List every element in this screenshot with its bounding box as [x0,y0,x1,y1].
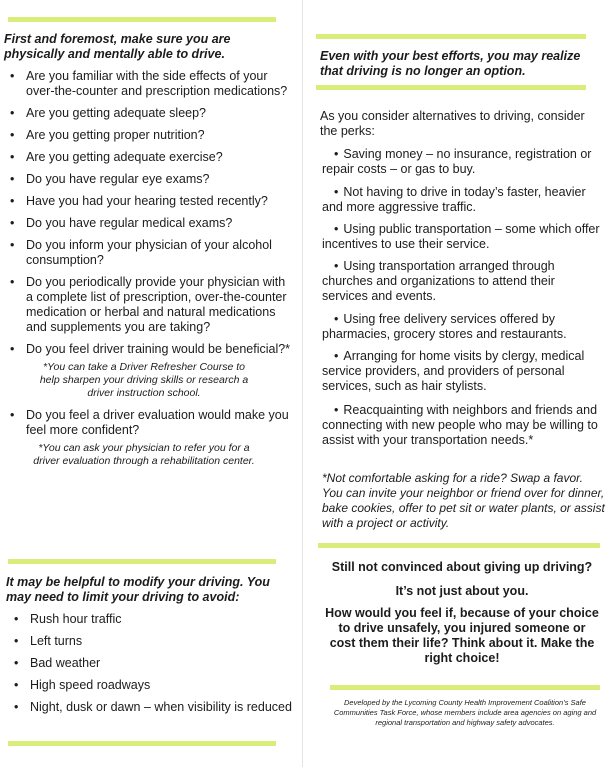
checklist-item: • Do you have regular medical exams? [6,216,292,231]
checklist-item: • Are you familiar with the side effects of your over-the-counter and prescription medications? [6,69,292,99]
checklist-item: • Do you inform your physician of your alcohol consumption? [6,238,292,268]
perk-item [322,147,604,177]
accent-bar-mid-right [318,543,600,548]
closing-message: How would you feel if, because of your choice to drive unsafely, you injured someone or cost them their life? Think about it. Make the right choice! [325,606,599,665]
bullet-icon: • [334,259,339,273]
accent-bar-top-left [8,17,276,22]
heading-fitness: First and foremost, make sure you are physically and mentally able to drive. [4,32,231,61]
bullet-icon: • [334,222,339,236]
checklist-item: • Do you periodically provide your physician with a complete list of prescription, over-the-counter medication or herbal and natural medications and supplements you are taking? [6,275,292,335]
avoid-item: • Bad weather [10,656,292,671]
driver-evaluation-note: *You can ask your physician to refer you for a driver evaluation through a rehabilitation center. [33,442,255,467]
right-column [306,0,615,767]
avoid-item: • Left turns [10,634,292,649]
perk-item [322,312,604,342]
checklist-item: • Are you getting adequate sleep? [6,106,292,121]
perk-item [322,259,604,304]
credit-footer: Developed by the Lycoming County Health Improvement Coalition’s Safe Communities Task Force, whose members include area agencies on aging and regional transportation and highway safety advocates. [333,698,597,727]
accent-bar-bottom-right [330,685,600,690]
perk-text: Saving money – no insurance, registration or repair costs – or gas to buy. [322,147,592,176]
avoid-item: • Night, dusk or dawn – when visibility is reduced [10,700,292,715]
checklist-item: • Are you getting proper nutrition? [6,128,292,143]
bullet-icon: • [334,403,339,417]
checklist-item: • Have you had your hearing tested recently? [6,194,292,209]
fitness-checklist [6,69,292,476]
bullet-icon: • [334,185,339,199]
avoid-item: • Rush hour traffic [10,612,292,627]
refresher-course-note: *You can take a Driver Refresher Course to help sharpen your driving skills or research a driver instruction school. [39,361,249,399]
perk-text: Using free delivery services offered by pharmacies, grocery stores and restaurants. [322,312,567,341]
checklist-item: • Do you have regular eye exams? [6,172,292,187]
perk-item [322,349,604,394]
accent-bar-bottom-left [8,741,276,746]
perk-item [322,403,604,448]
perk-text: Not having to drive in today’s faster, heavier and more aggressive traffic. [322,185,586,214]
heading-modify-driving: It may be helpful to modify your driving. You may need to limit your driving to avoid: [6,575,270,604]
bullet-icon: • [334,312,339,326]
perk-text: Arranging for home visits by clergy, medical service providers, and providers of personal services, such as hair stylists. [322,349,585,393]
perks-intro: As you consider alternatives to driving, consider the perks: [320,109,585,138]
checklist-item: • Do you feel a driver evaluation would make you feel more confident? [6,408,292,438]
bullet-icon: • [334,147,339,161]
bullet-icon: • [334,349,339,363]
perk-item [322,185,604,215]
heading-alternatives: Even with your best efforts, you may realize that driving is no longer an option. [320,49,581,78]
perk-text: Reacquainting with neighbors and friends and connecting with new people who may be willing to assist with your transportation needs.* [322,403,598,447]
perk-text: Using transportation arranged through churches and organizations to attend their services and events. [322,259,555,303]
left-column [0,0,300,767]
accent-bar-under-heading [316,85,586,90]
avoid-item: • High speed roadways [10,678,292,693]
accent-bar-top-right [316,34,586,39]
avoid-list [10,612,292,722]
perk-item [322,222,604,252]
ride-swap-note: *Not comfortable asking for a ride? Swap a favor. You can invite your neighbor or friend over for dinner, bake cookies, offer to pet sit or water plants, or assist with a project or activity. [322,471,605,530]
perk-text: Using public transportation – some which offer incentives to use their service. [322,222,600,251]
checklist-item: • Are you getting adequate exercise? [6,150,292,165]
closing-subhead: It’s not just about you. [395,584,529,598]
refresher-note-wrap [6,361,292,400]
closing-question: Still not convinced about giving up driving? [331,560,593,574]
checklist-item: • Do you feel driver training would be beneficial?* [6,342,292,357]
column-divider [302,0,303,767]
accent-bar-mid-left [8,559,276,564]
evaluation-note-wrap [6,442,292,468]
